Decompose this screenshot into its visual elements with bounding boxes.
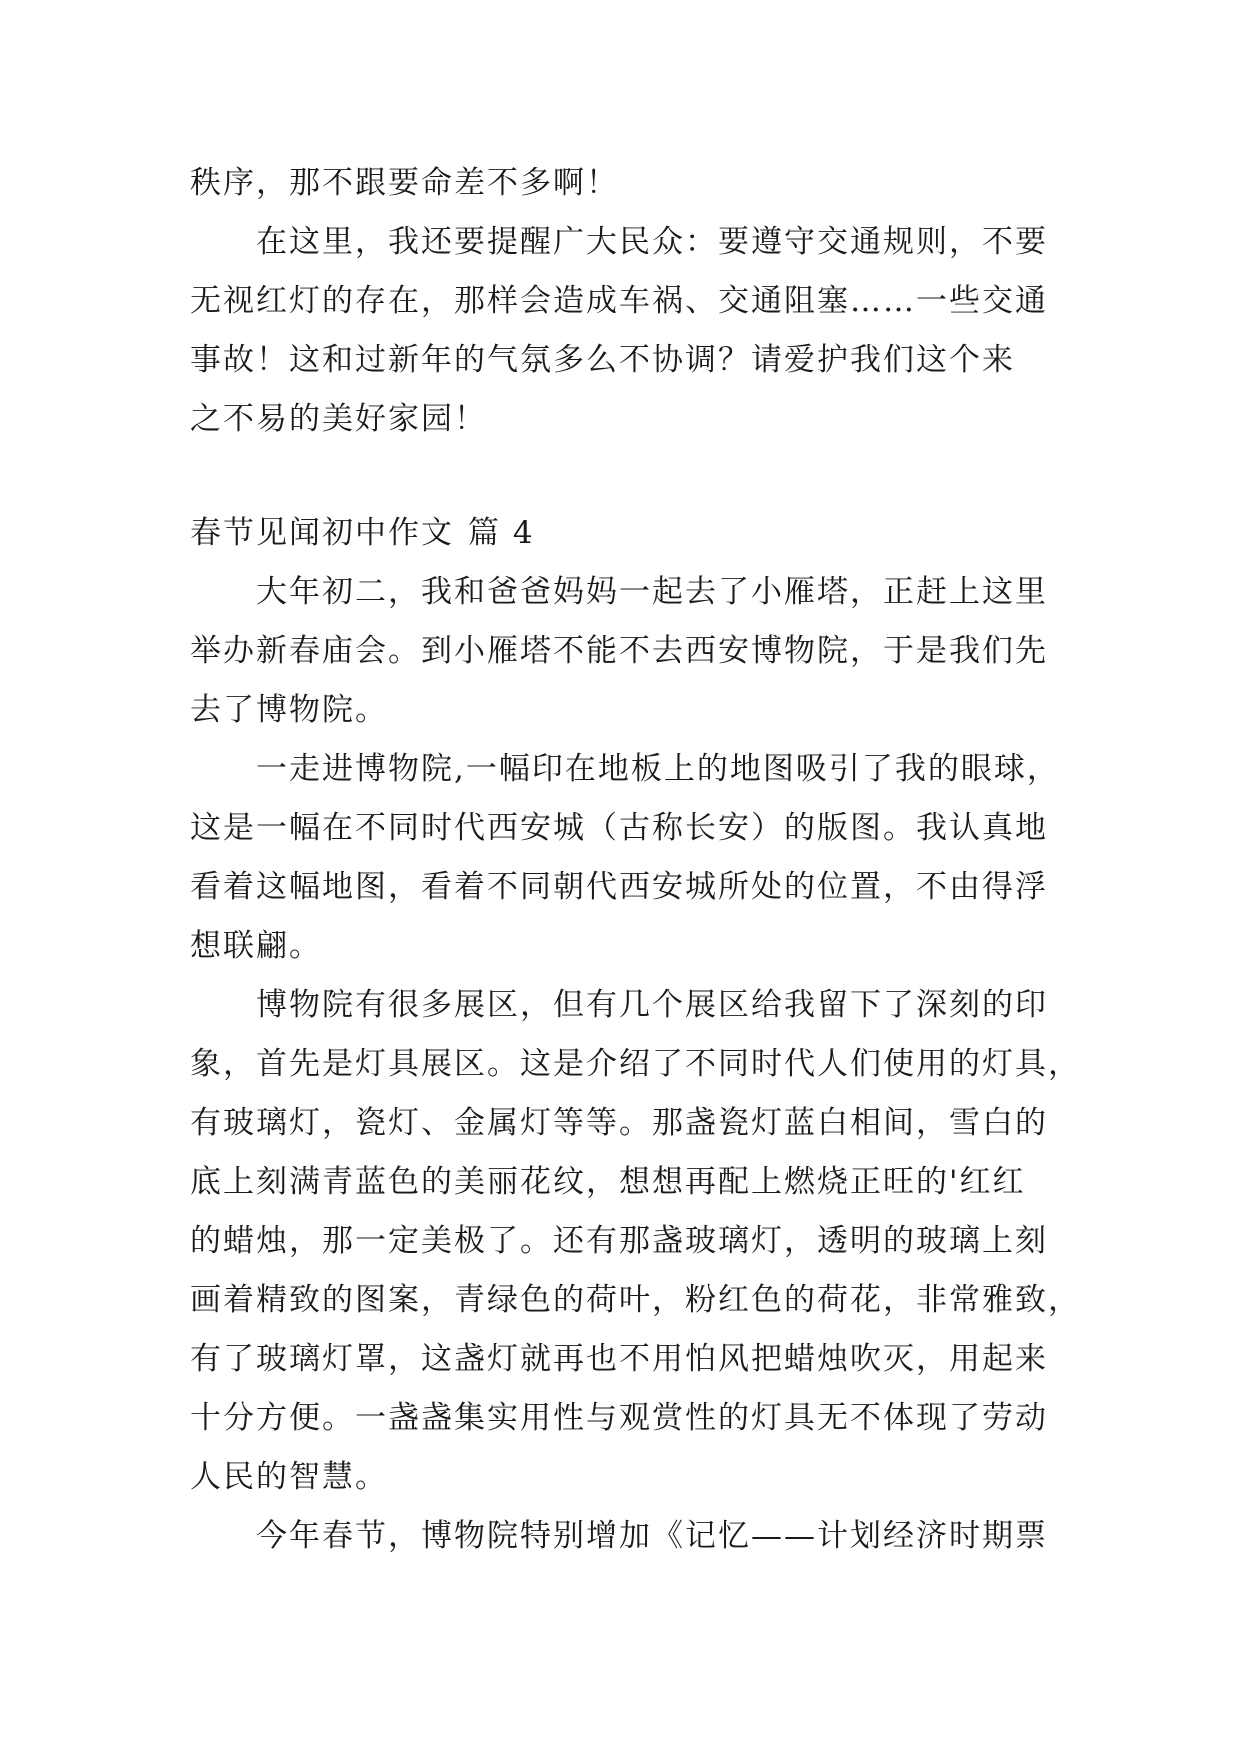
paragraph-lamps bbox=[190, 976, 1081, 1507]
section-title: 春节见闻初中作文 bbox=[190, 515, 454, 551]
section-heading bbox=[190, 504, 1062, 563]
text-line: 事故！这和过新年的气氛多么不协调？请爱护我们这个来 bbox=[190, 342, 1015, 378]
text-line: 这是一幅在不同时代西安城（古称长安）的版图。我认真地 bbox=[190, 810, 1048, 846]
text-line: 去了博物院。 bbox=[190, 692, 388, 728]
paragraph-exhibition bbox=[190, 1507, 1062, 1566]
section-number: 篇 4 bbox=[468, 515, 535, 551]
text-line: 大年初二，我和爸爸妈妈一起去了小雁塔，正赶上这里 bbox=[256, 574, 1048, 610]
text-line: 之不易的美好家园！ bbox=[190, 401, 487, 437]
text-line: 看着这幅地图，看着不同朝代西安城所处的位置，不由得浮 bbox=[190, 869, 1048, 905]
text-line: 象，首先是灯具展区。这是介绍了不同时代人们使用的灯具， bbox=[190, 1046, 1081, 1082]
text-line: 画着精致的图案，青绿色的荷叶，粉红色的荷花，非常雅致， bbox=[190, 1282, 1081, 1318]
text-line: 博物院有很多展区，但有几个展区给我留下了深刻的印 bbox=[256, 987, 1048, 1023]
paragraph-visit bbox=[190, 563, 1062, 740]
text-line: 有了玻璃灯罩，这盏灯就再也不用怕风把蜡烛吹灭，用起来 bbox=[190, 1341, 1048, 1377]
text-line: 无视红灯的存在，那样会造成车祸、交通阻塞……一些交通 bbox=[190, 283, 1048, 319]
text-line: 十分方便。一盏盏集实用性与观赏性的灯具无不体现了劳动 bbox=[190, 1400, 1048, 1436]
text-line: 有玻璃灯，瓷灯、金属灯等等。那盏瓷灯蓝白相间，雪白的 bbox=[190, 1105, 1048, 1141]
text-line: 人民的智慧。 bbox=[190, 1459, 388, 1495]
previous-paragraph-end bbox=[190, 154, 1062, 213]
text-line: 今年春节，博物院特别增加《记忆——计划经济时期票 bbox=[256, 1518, 1048, 1554]
paragraph-traffic-reminder bbox=[190, 213, 1062, 449]
section-spacer bbox=[190, 449, 1062, 504]
text-line: 秩序，那不跟要命差不多啊！ bbox=[190, 165, 619, 201]
text-line: 在这里，我还要提醒广大民众：要遵守交通规则，不要 bbox=[256, 224, 1048, 260]
paragraph-map bbox=[190, 740, 1062, 976]
text-line: 想联翩。 bbox=[190, 928, 322, 964]
text-line: 底上刻满青蓝色的美丽花纹，想想再配上燃烧正旺的'红红 bbox=[190, 1164, 1026, 1200]
text-line: 的蜡烛，那一定美极了。还有那盏玻璃灯，透明的玻璃上刻 bbox=[190, 1223, 1048, 1259]
document-body bbox=[190, 154, 1081, 1566]
text-line: 一走进博物院,一幅印在地板上的地图吸引了我的眼球， bbox=[256, 751, 1060, 787]
text-line: 举办新春庙会。到小雁塔不能不去西安博物院，于是我们先 bbox=[190, 633, 1048, 669]
